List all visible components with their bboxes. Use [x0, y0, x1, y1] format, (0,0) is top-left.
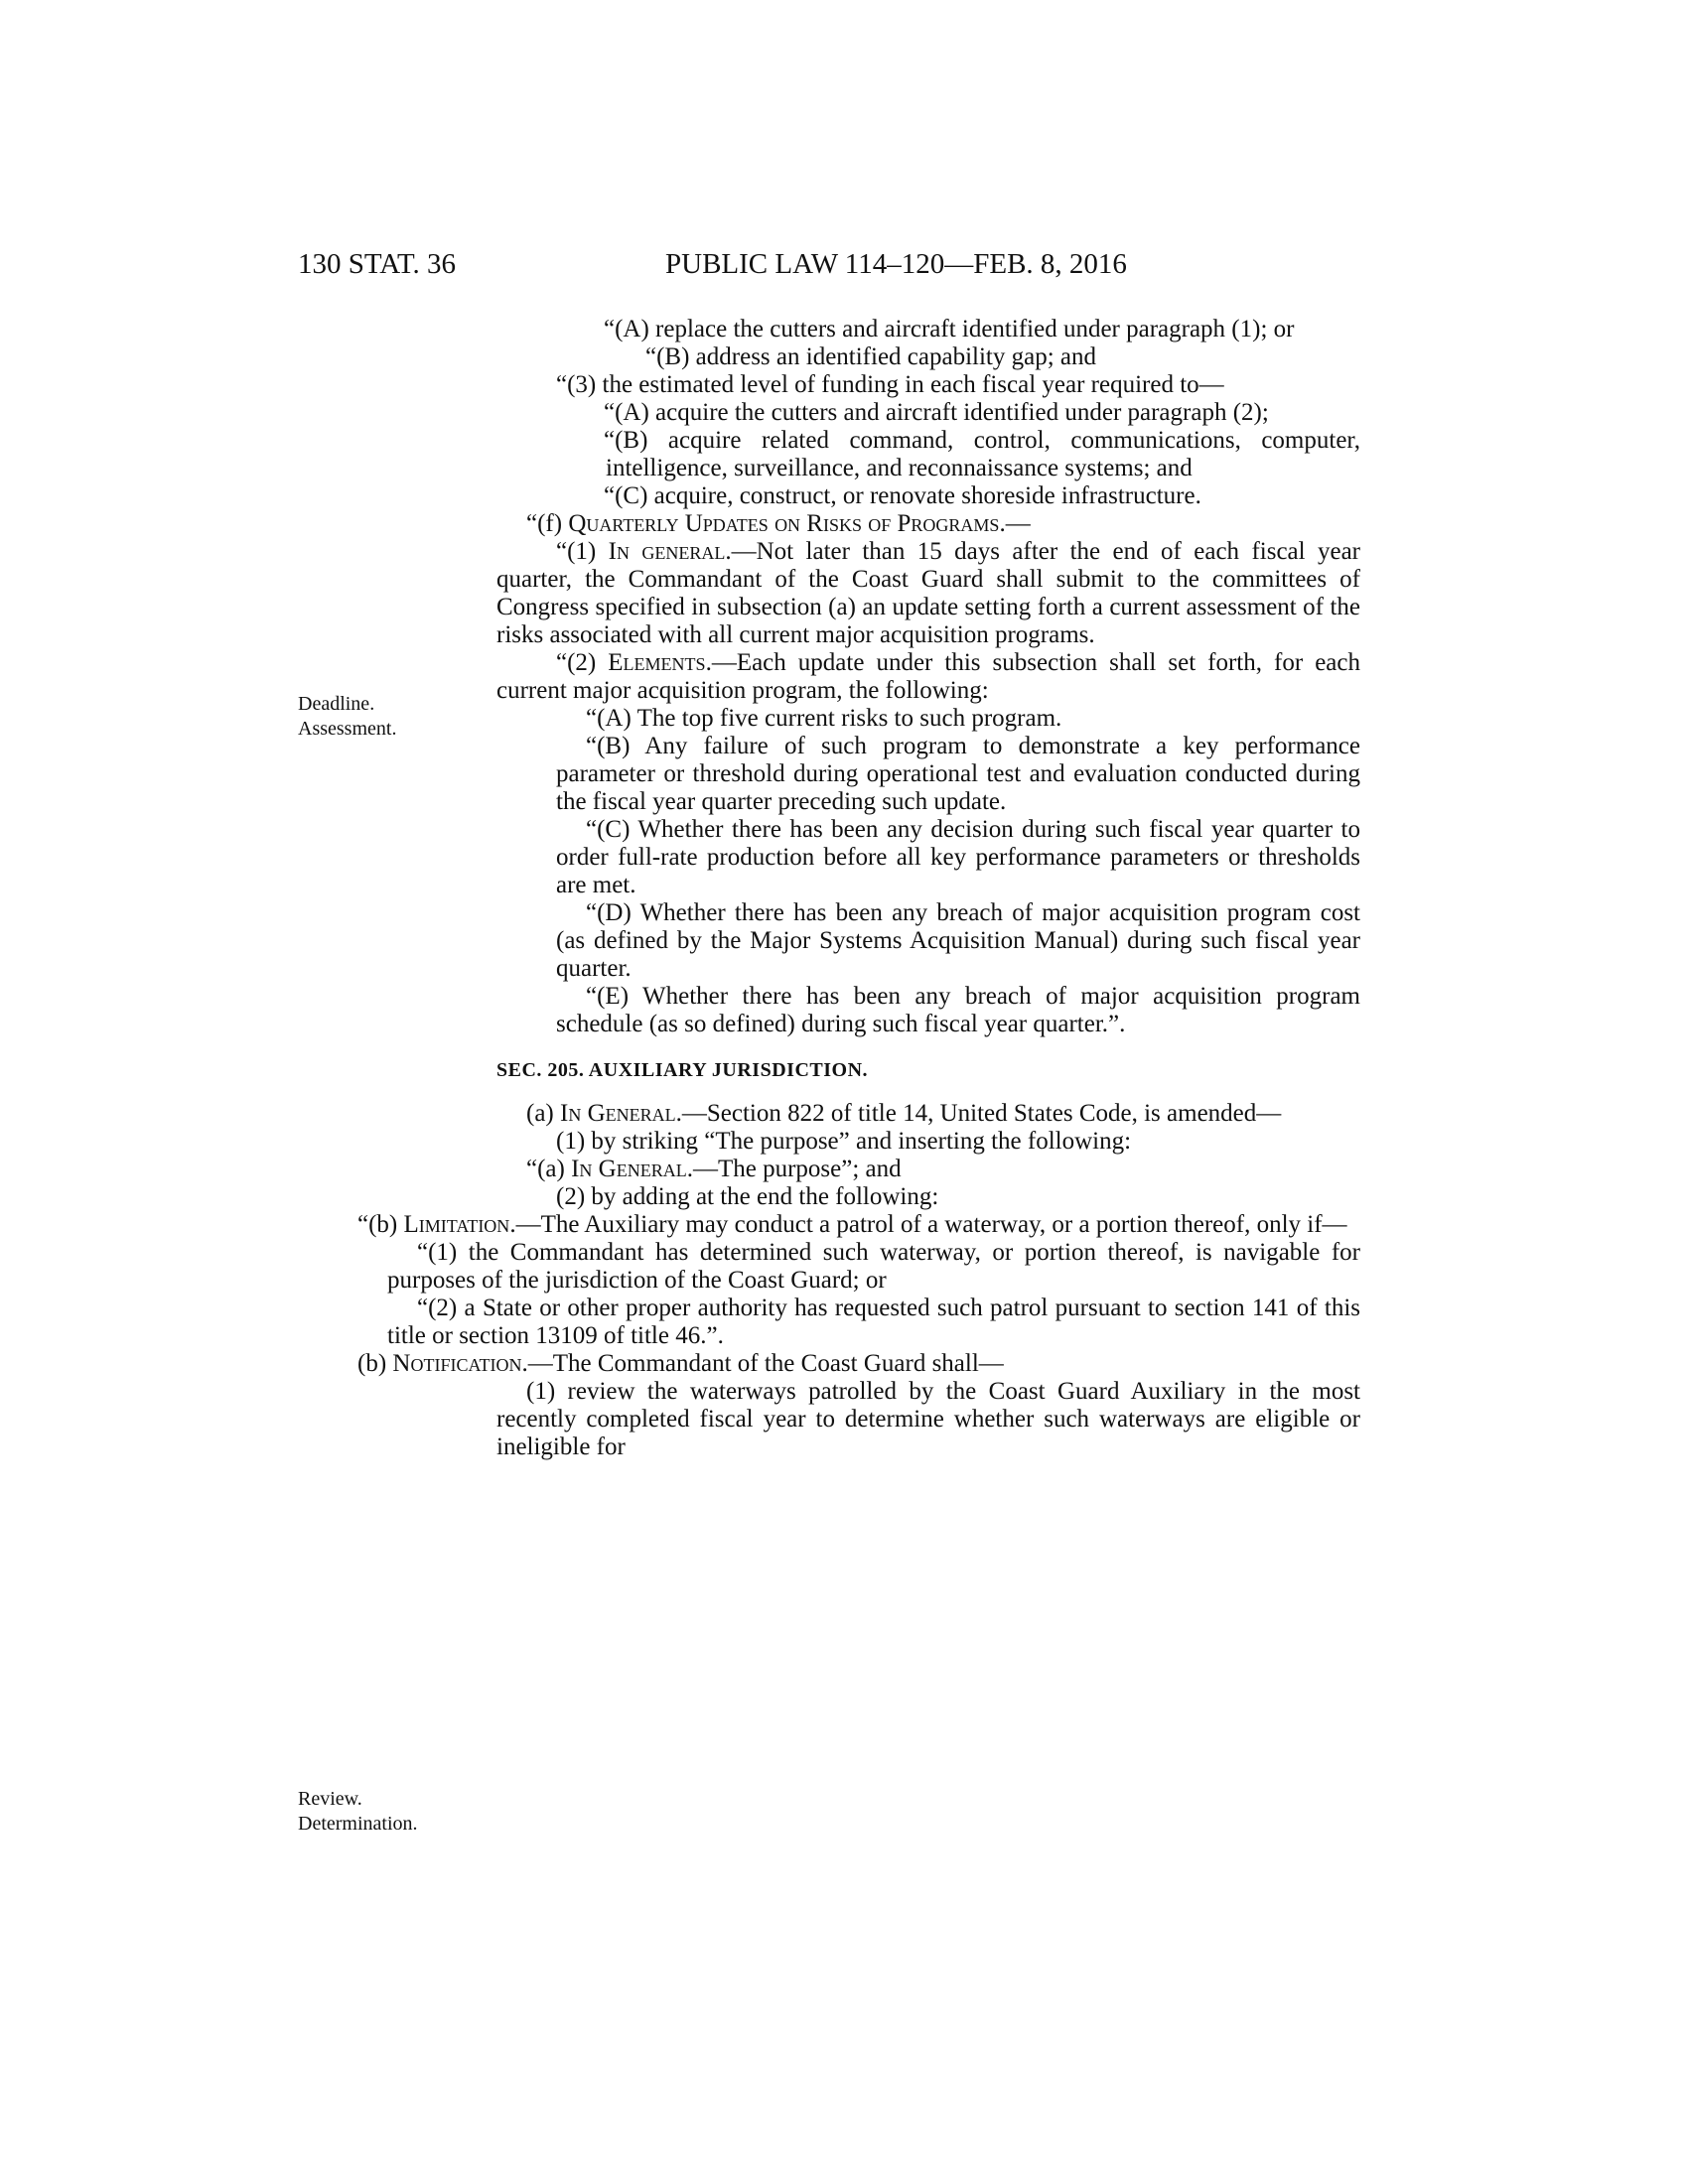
- paragraph: “(B) acquire related command, control, communications, computer, intelligence, surveillance, and reconnaissance systems; and: [604, 427, 1360, 481]
- public-law-title: PUBLIC LAW 114–120—FEB. 8, 2016: [665, 248, 1127, 280]
- prefix: (a): [526, 1100, 560, 1127]
- page-header: [298, 248, 1370, 288]
- margin-note-review: [298, 1787, 418, 1837]
- subsection-f-heading: [496, 510, 1360, 538]
- heading-text: Notification: [392, 1350, 522, 1377]
- paragraph-f1: [496, 538, 1360, 649]
- document-body: [357, 316, 1361, 1461]
- paragraph: “(D) Whether there has been any breach of major acquisition program cost (as defined by the Major Systems Acquisition Manual) during such fiscal year quarter.: [556, 899, 1360, 982]
- prefix: “(b): [357, 1211, 404, 1238]
- statute-page-number: 130 STAT. 36: [298, 248, 457, 280]
- heading-text: Limitation: [403, 1211, 510, 1238]
- paragraph-f2: [496, 649, 1360, 705]
- margin-note-line: Deadline.: [298, 693, 375, 715]
- prefix: “(2): [556, 649, 609, 676]
- prefix: “(a): [526, 1156, 572, 1182]
- suffix: .—: [999, 510, 1031, 537]
- heading-text: In General: [571, 1156, 687, 1182]
- margin-note-line: Review.: [298, 1788, 362, 1810]
- prefix: (b): [357, 1350, 393, 1377]
- paragraph: “(C) acquire, construct, or renovate shoreside infrastructure.: [604, 482, 1201, 509]
- paragraph-text: .—Section 822 of title 14, United States Code, is amended—: [675, 1100, 1282, 1127]
- heading-text: In general: [608, 538, 726, 565]
- margin-note-line: Assessment.: [298, 718, 397, 740]
- paragraph: (1) review the waterways patrolled by the Coast Guard Auxiliary in the most recently completed fiscal year to determine whether such waterways are eligible or ineligible for: [496, 1378, 1360, 1460]
- subsection-b-notification: [328, 1350, 1360, 1378]
- paragraph: “(1) the Commandant has determined such waterway, or portion thereof, is navigable for purposes of the jurisdiction of the Coast Guard; or: [387, 1239, 1360, 1294]
- paragraph-quoted-b: [328, 1211, 1360, 1239]
- paragraph: “(C) Whether there has been any decision during such fiscal year quarter to order full-rate production before all key performance parameters or thresholds are met.: [556, 816, 1360, 898]
- paragraph: “(3) the estimated level of funding in each fiscal year required to—: [556, 371, 1224, 398]
- margin-note-line: Determination.: [298, 1813, 418, 1835]
- heading-text: In General: [560, 1100, 676, 1127]
- prefix: “(f): [526, 510, 569, 537]
- paragraph-text: .—The purpose”; and: [686, 1156, 902, 1182]
- paragraph-text: .—Each update under this subsection shall set forth, for each current major acquisition program, the following:: [496, 649, 1360, 704]
- paragraph-text: .—The Auxiliary may conduct a patrol of a waterway, or a portion thereof, only if—: [509, 1211, 1347, 1238]
- paragraph: (1) by striking “The purpose” and inserting the following:: [556, 1128, 1132, 1155]
- prefix: “(1): [556, 538, 609, 565]
- paragraph: “(B) address an identified capability gap; and: [645, 343, 1097, 370]
- paragraph: “(2) a State or other proper authority has requested such patrol pursuant to section 141 of this title or section 13109 of title 46.”.: [387, 1295, 1360, 1349]
- paragraph-text: .—The Commandant of the Coast Guard shall—: [521, 1350, 1004, 1377]
- heading-text: Quarterly Updates on Risks of Programs: [568, 510, 1000, 537]
- subsection-a: [496, 1100, 1360, 1128]
- paragraph: (2) by adding at the end the following:: [556, 1183, 939, 1210]
- paragraph: “(A) acquire the cutters and aircraft identified under paragraph (2);: [604, 399, 1269, 426]
- paragraph: “(A) replace the cutters and aircraft identified under paragraph (1); or: [604, 316, 1295, 342]
- margin-note-deadline: [298, 692, 396, 742]
- section-heading: SEC. 205. AUXILIARY JURISDICTION.: [496, 1059, 869, 1081]
- paragraph: “(A) The top five current risks to such program.: [586, 705, 1062, 732]
- paragraph: “(B) Any failure of such program to demonstrate a key performance parameter or threshold during operational test and evaluation conducted during the fiscal year quarter preceding such update.: [556, 733, 1360, 815]
- paragraph: “(E) Whether there has been any breach of major acquisition program schedule (as so defined) during such fiscal year quarter.”.: [556, 983, 1360, 1037]
- heading-text: Elements: [608, 649, 706, 676]
- paragraph-quoted-a: [496, 1156, 1360, 1183]
- paragraph-text: .—Not later than 15 days after the end of each fiscal year quarter, the Commandant of the Coast Guard shall submit to the committees of Congress specified in subsection (a) an update setting forth a current assessment of the risks associated with all current major acquisition programs.: [496, 538, 1361, 648]
